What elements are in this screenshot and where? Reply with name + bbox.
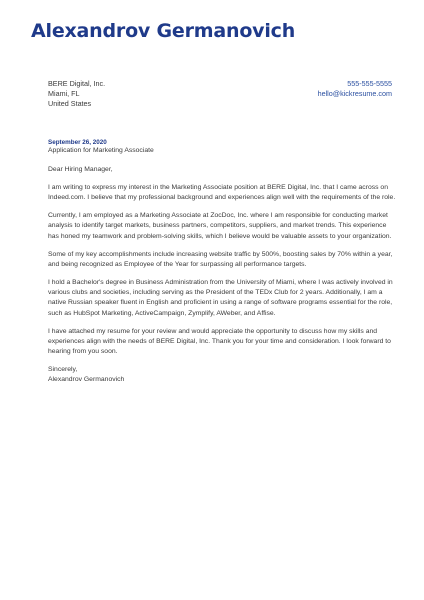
paragraph-accomplishments: Some of my key accomplishments include increasing website traffic by 500%, boosting sales by 70% within a year, and being recognized as Employee of the Year for surpassing all performance targets.	[48, 250, 393, 268]
recipient-company: BERE Digital, Inc.	[48, 79, 106, 88]
letter-subject: Application for Marketing Associate	[48, 147, 154, 154]
letter-body	[48, 165, 398, 393]
recipient-city: Miami, FL	[48, 89, 80, 98]
paragraph-education: I hold a Bachelor's degree in Business Administration from the University of Miami, where I was actively involved in various clubs and societies, including serving as the President of the TEDx Club for 2 years. Additionally, I am a native Russian speaker fluent in English and proficient in using a range of software programs essential for the role, such as HubSpot Marketing, ActiveCampaign, Zymplify, AWeber, and Affise.	[48, 278, 393, 317]
signature-block	[48, 365, 398, 386]
letter-date: September 26, 2020	[48, 139, 107, 146]
greeting: Dear Hiring Manager,	[48, 166, 113, 173]
phone-link[interactable]: 555-555-5555	[347, 79, 392, 88]
paragraph-intro: I am writing to express my interest in the Marketing Associate position at BERE Digital, Inc. that I came across on Indeed.com. I believe that my professional background and experiences align well with the requirements of the role.	[48, 183, 396, 202]
applicant-name: Alexandrov Germanovich	[31, 20, 296, 42]
recipient-country: United States	[48, 99, 92, 108]
signature-name: Alexandrov Germanovich	[48, 376, 125, 384]
paragraph-closing: I have attached my resume for your review and would appreciate the opportunity to discuss how my skills and experiences align with the needs of BERE Digital, Inc. Thank you for your time and consideration. I look forward to hearing from you soon.	[48, 327, 391, 356]
closing-word: Sincerely,	[48, 366, 78, 374]
email-link[interactable]: hello@kickresume.com	[317, 89, 392, 98]
recipient-address	[48, 79, 105, 109]
paragraph-current-role: Currently, I am employed as a Marketing Associate at ZocDoc, Inc. where I am responsible for conducting market analysis to identify target markets, business partners, competitors, suppliers, and market trends. This experience has honed my teamwork and problem-solving skills, which I believe would be valuable assets to your organization.	[48, 212, 392, 240]
contact-info	[318, 79, 392, 99]
